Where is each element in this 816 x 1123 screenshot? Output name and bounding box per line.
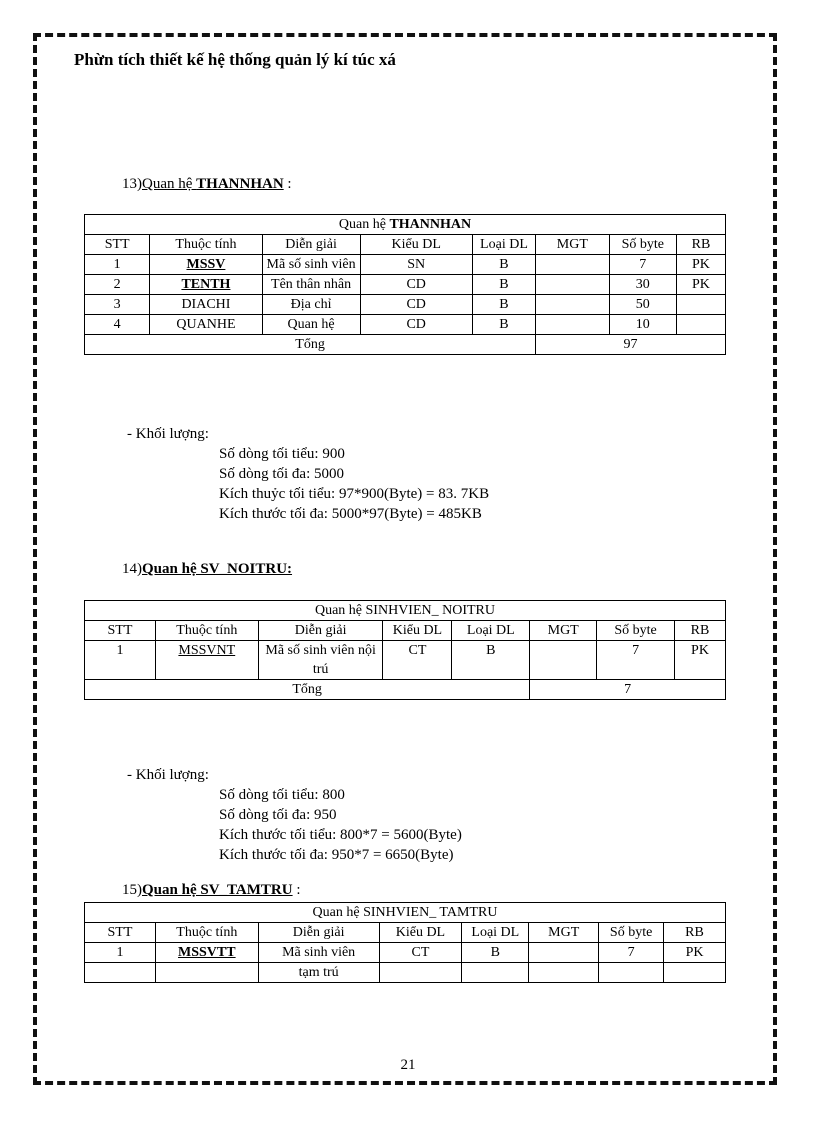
volume-line: Kích thước tối tiểu: 800*7 = 5600(Byte) bbox=[219, 827, 462, 843]
cell: Tên thân nhân bbox=[262, 275, 360, 295]
section-15-title-text: Quan hệ SV_TAMTRU bbox=[142, 882, 293, 898]
cell: TENTH bbox=[150, 275, 262, 295]
col-header: Kiểu DL bbox=[383, 621, 452, 641]
table-row bbox=[85, 315, 726, 335]
cell: Mã số sinh viên nội trú bbox=[258, 641, 383, 680]
col-header: Diễn giải bbox=[258, 923, 379, 943]
volume-block-13 bbox=[127, 424, 489, 524]
cell: B bbox=[472, 255, 535, 275]
cell: CD bbox=[360, 315, 472, 335]
cell: SN bbox=[360, 255, 472, 275]
table-header-row bbox=[85, 923, 726, 943]
table-caption: Quan hệ SINHVIEN_ TAMTRU bbox=[85, 903, 726, 923]
cell: 30 bbox=[609, 275, 676, 295]
cell: 1 bbox=[85, 255, 150, 275]
col-header: MGT bbox=[536, 235, 609, 255]
cell bbox=[85, 963, 156, 983]
cell: PK bbox=[675, 641, 726, 680]
cell bbox=[536, 315, 609, 335]
cell bbox=[676, 295, 725, 315]
cell: B bbox=[472, 275, 535, 295]
col-header: Thuộc tính bbox=[155, 621, 258, 641]
col-header: Loại DL bbox=[452, 621, 530, 641]
volume-line: Kích thước tối đa: 950*7 = 6650(Byte) bbox=[219, 847, 454, 863]
total-value: 7 bbox=[530, 680, 726, 700]
col-header: MGT bbox=[529, 923, 599, 943]
cell: 4 bbox=[85, 315, 150, 335]
col-header: STT bbox=[85, 923, 156, 943]
col-header: Kiểu DL bbox=[360, 235, 472, 255]
cell bbox=[676, 315, 725, 335]
cell: 50 bbox=[609, 295, 676, 315]
volume-label: - Khối lượng: bbox=[127, 426, 209, 442]
cell: PK bbox=[664, 943, 726, 963]
cell: 3 bbox=[85, 295, 150, 315]
cell: DIACHI bbox=[150, 295, 262, 315]
col-header: Thuộc tính bbox=[150, 235, 262, 255]
volume-line: Số dòng tối tiểu: 800 bbox=[219, 787, 345, 803]
cell: 7 bbox=[609, 255, 676, 275]
cell: Mã sinh viên bbox=[258, 943, 379, 963]
cell: Địa chỉ bbox=[262, 295, 360, 315]
cell: 2 bbox=[85, 275, 150, 295]
table-row bbox=[85, 255, 726, 275]
volume-line: Số dòng tối đa: 950 bbox=[219, 807, 337, 823]
section-15-title bbox=[122, 882, 301, 899]
cell: 10 bbox=[609, 315, 676, 335]
table-total-row bbox=[85, 680, 726, 700]
cell: CT bbox=[379, 943, 462, 963]
table-row bbox=[85, 641, 726, 680]
volume-label: - Khối lượng: bbox=[127, 767, 209, 783]
cell bbox=[462, 963, 529, 983]
col-header: MGT bbox=[530, 621, 597, 641]
section-14-title bbox=[122, 561, 292, 578]
page-header: Phừn tích thiết kế hệ thống quản lý kí túc xá bbox=[74, 50, 396, 69]
cell bbox=[536, 255, 609, 275]
section-14-number: 14) bbox=[122, 561, 142, 577]
cell: B bbox=[462, 943, 529, 963]
table-caption: Quan hệ SINHVIEN_ NOITRU bbox=[85, 601, 726, 621]
col-header: RB bbox=[664, 923, 726, 943]
cell bbox=[536, 275, 609, 295]
cell bbox=[155, 963, 258, 983]
cell: B bbox=[472, 315, 535, 335]
table-caption-row bbox=[85, 903, 726, 923]
cell bbox=[379, 963, 462, 983]
col-header: Số byte bbox=[597, 621, 675, 641]
cell: CD bbox=[360, 275, 472, 295]
cell: CT bbox=[383, 641, 452, 680]
section-14-title-text: Quan hệ SV_NOITRU: bbox=[142, 561, 293, 577]
table-caption bbox=[85, 215, 726, 235]
cell: Mã số sinh viên bbox=[262, 255, 360, 275]
cell: MSSVTT bbox=[155, 943, 258, 963]
cell bbox=[529, 963, 599, 983]
cell: 7 bbox=[597, 641, 675, 680]
col-header: Diễn giải bbox=[258, 621, 383, 641]
col-header: Loại DL bbox=[472, 235, 535, 255]
col-header: Diễn giải bbox=[262, 235, 360, 255]
cell bbox=[664, 963, 726, 983]
col-header: Thuộc tính bbox=[155, 923, 258, 943]
volume-line: Kích thước tối đa: 5000*97(Byte) = 485KB bbox=[219, 506, 482, 522]
volume-line: Số dòng tối tiểu: 900 bbox=[219, 446, 345, 462]
table-caption-row bbox=[85, 215, 726, 235]
cell: B bbox=[452, 641, 530, 680]
caption-prefix: Quan hệ bbox=[338, 217, 390, 232]
table-row bbox=[85, 295, 726, 315]
volume-line: Kích thuỷc tối tiểu: 97*900(Byte) = 83. 7KB bbox=[219, 486, 490, 502]
volume-line: Số dòng tối đa: 5000 bbox=[219, 466, 345, 482]
col-header: RB bbox=[676, 235, 725, 255]
section-13-title-suffix: : bbox=[283, 176, 292, 192]
table-sinhvien-noitru bbox=[84, 600, 726, 700]
col-header: STT bbox=[85, 235, 150, 255]
table-thannhan bbox=[84, 214, 726, 355]
section-13-number: 13) bbox=[122, 176, 142, 192]
col-header: RB bbox=[675, 621, 726, 641]
total-value: 97 bbox=[536, 335, 726, 355]
page-number: 21 bbox=[400, 1057, 416, 1073]
cell: CD bbox=[360, 295, 472, 315]
volume-block-14 bbox=[127, 765, 462, 865]
section-13-title-name: THANNHAN bbox=[196, 176, 284, 192]
table-row bbox=[85, 275, 726, 295]
table-sinhvien-tamtru bbox=[84, 902, 726, 983]
section-13-title bbox=[122, 176, 292, 193]
section-15-title-suffix: : bbox=[292, 882, 301, 898]
cell: Quan hệ bbox=[262, 315, 360, 335]
cell: 1 bbox=[85, 641, 156, 680]
col-header: Kiểu DL bbox=[379, 923, 462, 943]
total-label: Tổng bbox=[85, 680, 530, 700]
cell: 1 bbox=[85, 943, 156, 963]
cell: PK bbox=[676, 275, 725, 295]
cell: B bbox=[472, 295, 535, 315]
table-row bbox=[85, 963, 726, 983]
caption-name: THANNHAN bbox=[389, 217, 472, 232]
table-header-row bbox=[85, 621, 726, 641]
table-row bbox=[85, 943, 726, 963]
cell bbox=[529, 943, 599, 963]
col-header: STT bbox=[85, 621, 156, 641]
cell: MSSVNT bbox=[155, 641, 258, 680]
cell: PK bbox=[676, 255, 725, 275]
cell: MSSV bbox=[150, 255, 262, 275]
cell bbox=[599, 963, 664, 983]
cell: QUANHE bbox=[150, 315, 262, 335]
cell: 7 bbox=[599, 943, 664, 963]
cell bbox=[536, 295, 609, 315]
total-label: Tổng bbox=[85, 335, 536, 355]
table-header-row bbox=[85, 235, 726, 255]
section-13-title-prefix: Quan hệ bbox=[142, 176, 197, 192]
col-header: Loại DL bbox=[462, 923, 529, 943]
cell: tạm trú bbox=[258, 963, 379, 983]
table-caption-row bbox=[85, 601, 726, 621]
col-header: Số byte bbox=[609, 235, 676, 255]
section-15-number: 15) bbox=[122, 882, 142, 898]
cell bbox=[530, 641, 597, 680]
table-total-row bbox=[85, 335, 726, 355]
col-header: Số byte bbox=[599, 923, 664, 943]
